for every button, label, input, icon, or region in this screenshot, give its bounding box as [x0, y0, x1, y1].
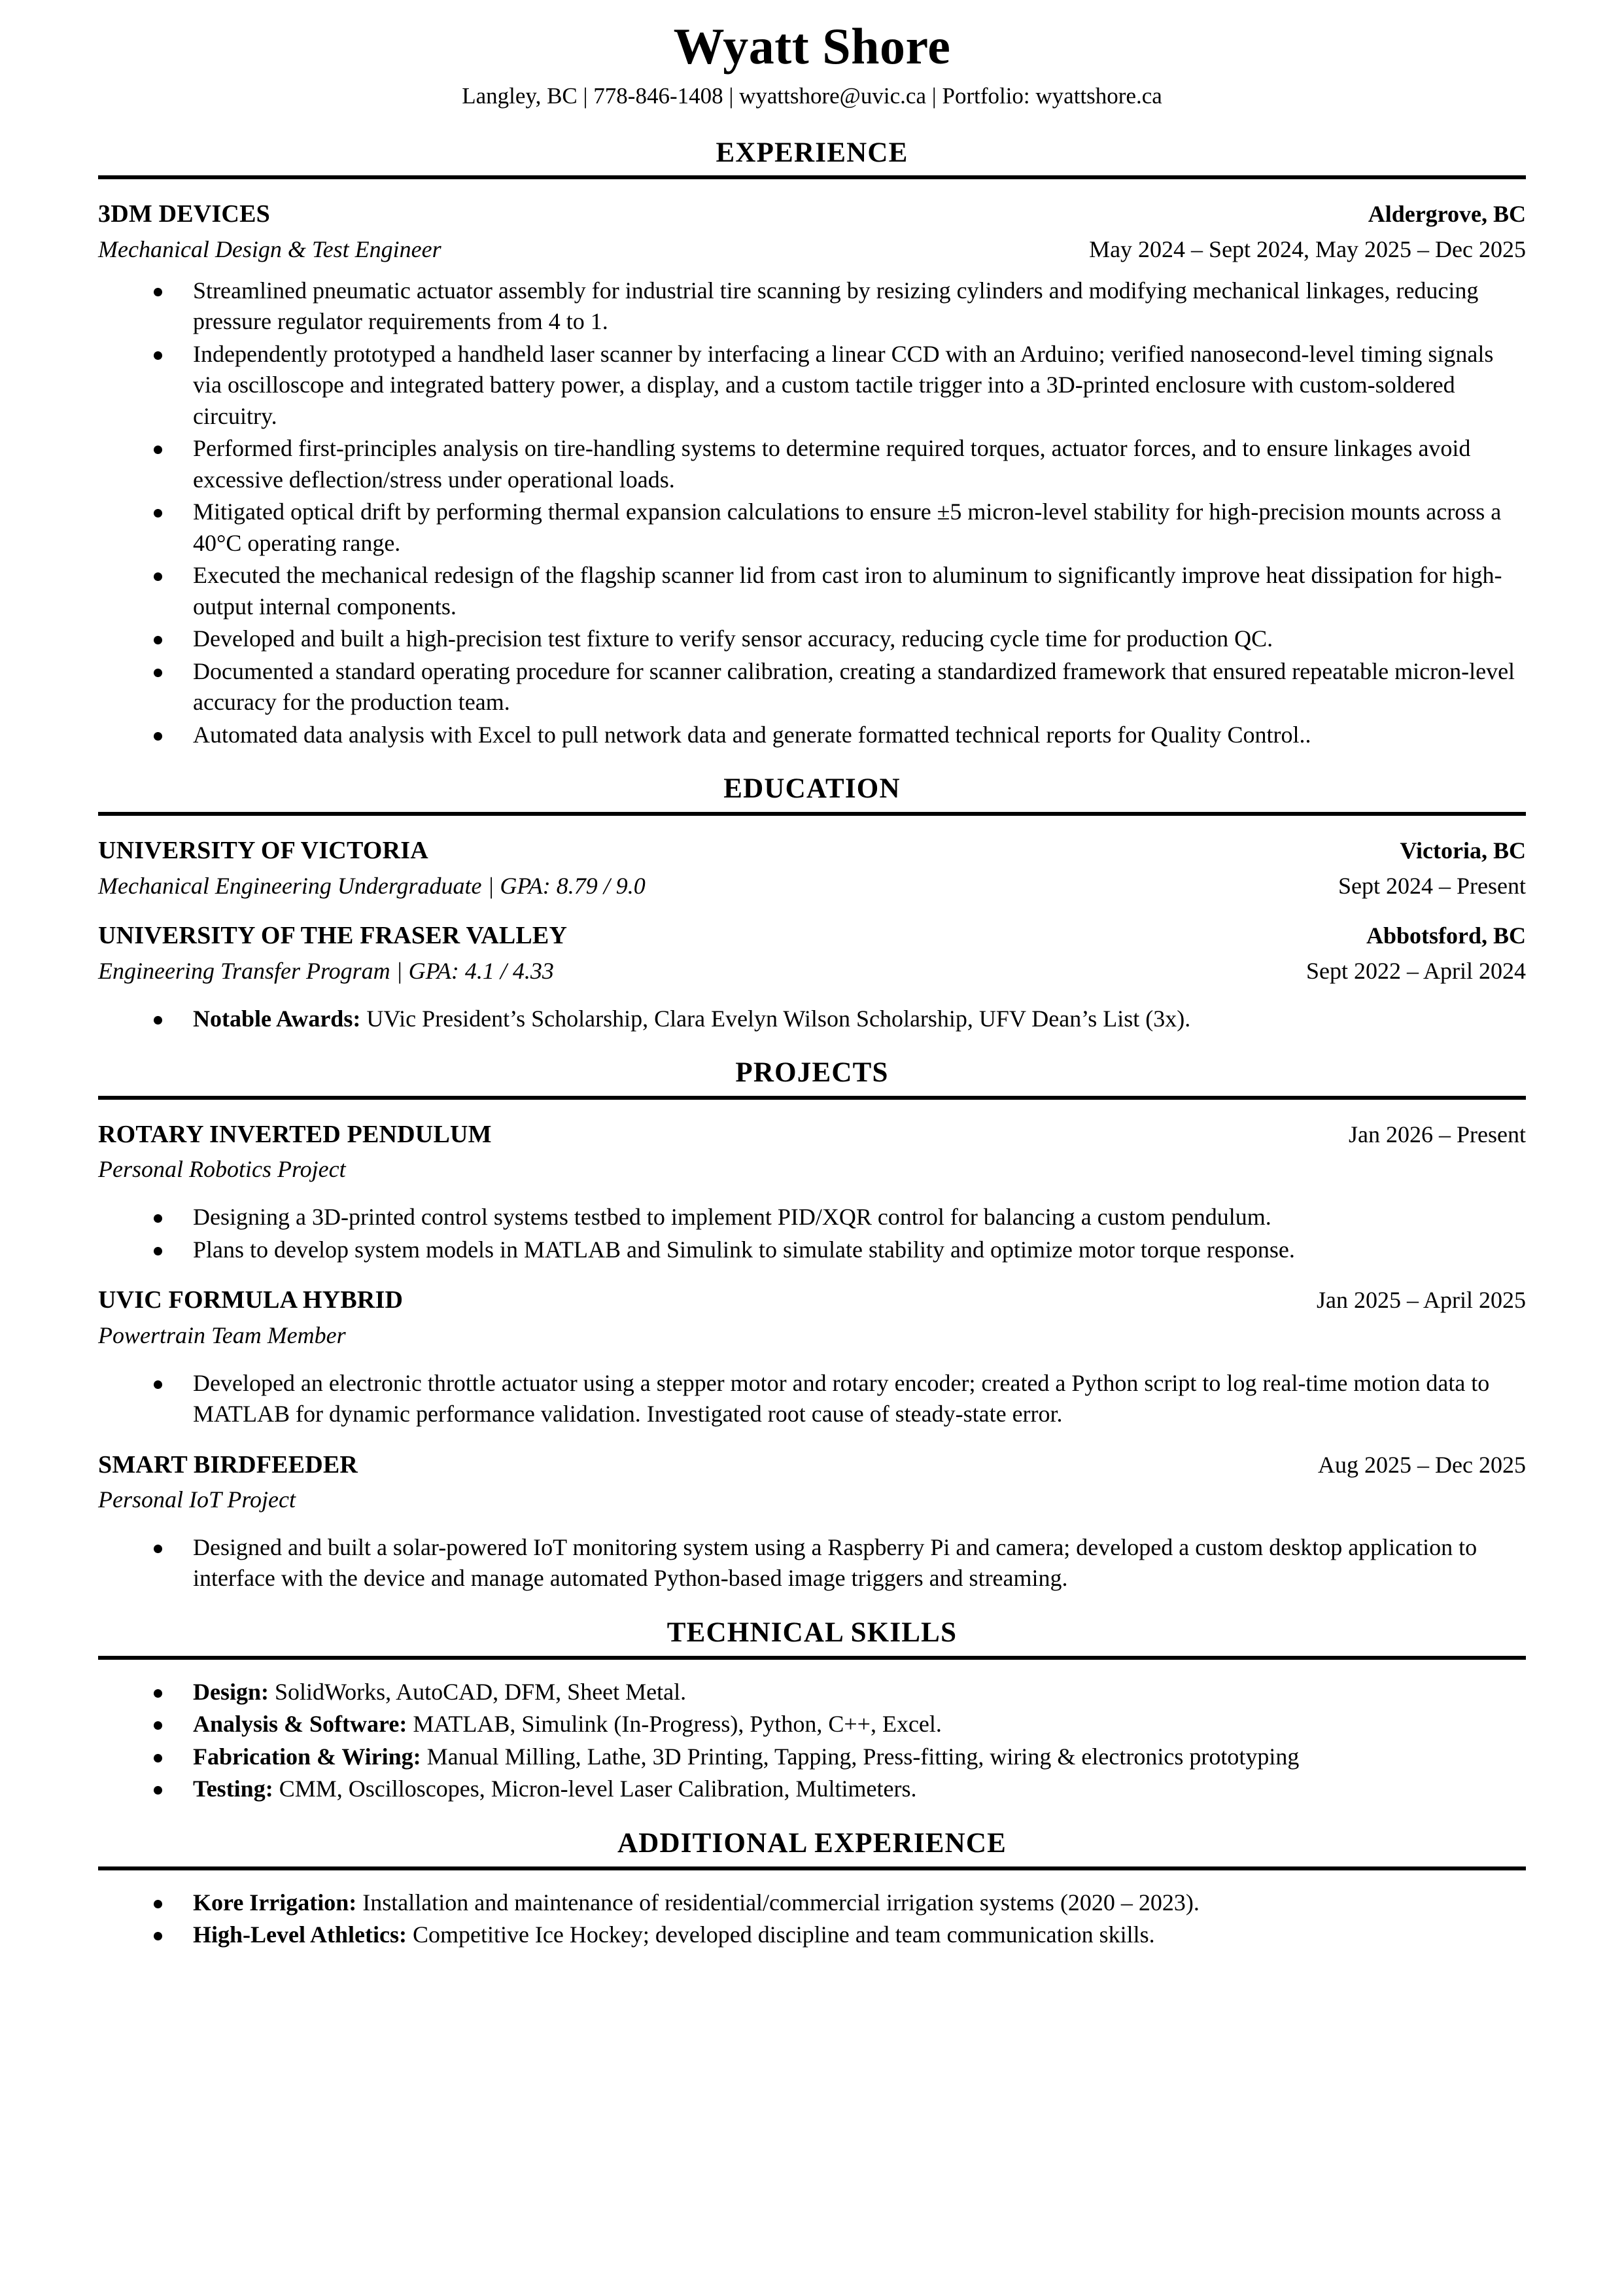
list-item: Developed an electronic throttle actuator using a stepper motor and rotary encoder; created a Python script to log real-time motion data to MATLAB for dynamic performance validation. Investigated root cause of steady-state error. — [98, 1368, 1526, 1430]
employer-location: Aldergrove, BC — [1368, 201, 1526, 228]
project-bullet-list — [98, 1532, 1526, 1594]
list-item: Plans to develop system models in MATLAB and Simulink to simulate stability and optimize motor torque response. — [98, 1235, 1526, 1266]
section-education — [98, 773, 1526, 1034]
list-item: Executed the mechanical redesign of the flagship scanner lid from cast iron to aluminum to significantly improve heat dissipation for high-output internal components. — [98, 560, 1526, 622]
employer-name: 3DM DEVICES — [98, 200, 270, 228]
list-item — [98, 1742, 1526, 1773]
list-item — [98, 1887, 1526, 1919]
entry-header-row — [98, 835, 1526, 867]
entry-subheader-row — [98, 1154, 1526, 1185]
list-item — [98, 1677, 1526, 1708]
experience-bullet-list — [98, 275, 1526, 751]
list-item — [98, 1774, 1526, 1805]
skill-label: Testing: — [193, 1776, 273, 1802]
list-item: Independently prototyped a handheld laser scanner by interfacing a linear CCD with an Arduino; verified nanosecond-level timing signals via oscilloscope and integrated battery power, a display, and a custom tactile trigger into a 3D-printed enclosure with custom-soldered circuitry. — [98, 339, 1526, 432]
contact-line: Langley, BC | 778-846-1408 | wyattshore@uvic.ca | Portfolio: wyattshore.ca — [462, 82, 1162, 109]
project-entry — [98, 1285, 1526, 1429]
skill-label: Analysis & Software: — [193, 1711, 407, 1738]
school-name: UNIVERSITY OF VICTORIA — [98, 837, 428, 865]
project-bullet-list — [98, 1202, 1526, 1265]
project-role: Personal IoT Project — [98, 1486, 296, 1513]
additional-label: High-Level Athletics: — [193, 1921, 407, 1948]
education-dates: Sept 2024 – Present — [1338, 872, 1526, 899]
list-item — [98, 1004, 1526, 1035]
skill-label: Fabrication & Wiring: — [193, 1743, 421, 1770]
entry-subheader-row — [98, 1484, 1526, 1515]
program-name: Engineering Transfer Program | GPA: 4.1 / 4.33 — [98, 957, 554, 984]
skill-text: Manual Milling, Lathe, 3D Printing, Tapping, Press-fitting, wiring & electronics prototyping — [421, 1743, 1300, 1770]
entry-header-row — [98, 920, 1526, 952]
project-entry — [98, 1119, 1526, 1265]
section-divider — [98, 1656, 1526, 1660]
section-divider — [98, 175, 1526, 179]
section-additional-experience — [98, 1827, 1526, 1951]
section-title-experience: EXPERIENCE — [716, 137, 908, 168]
project-dates: Jan 2025 – April 2025 — [1317, 1287, 1526, 1314]
section-divider — [98, 1866, 1526, 1870]
section-divider — [98, 1096, 1526, 1100]
section-projects — [98, 1057, 1526, 1594]
skills-list — [98, 1677, 1526, 1805]
entry-subheader-row — [98, 956, 1526, 987]
list-item — [98, 1919, 1526, 1951]
education-dates: Sept 2022 – April 2024 — [1305, 957, 1526, 984]
section-title-education: EDUCATION — [723, 773, 901, 805]
additional-label: Kore Irrigation: — [193, 1889, 357, 1916]
additional-text: Installation and maintenance of residential/commercial irrigation systems (2020 – 2023). — [356, 1889, 1200, 1916]
list-item: Developed and built a high-precision test fixture to verify sensor accuracy, reducing cycle time for production QC. — [98, 623, 1526, 655]
job-title: Mechanical Design & Test Engineer — [98, 236, 441, 262]
experience-entry — [98, 199, 1526, 750]
additional-text: Competitive Ice Hockey; developed discipline and team communication skills. — [406, 1921, 1155, 1948]
list-item — [98, 1709, 1526, 1740]
project-dates: Aug 2025 – Dec 2025 — [1318, 1451, 1526, 1478]
skill-text: SolidWorks, AutoCAD, DFM, Sheet Metal. — [269, 1678, 687, 1705]
additional-experience-list — [98, 1887, 1526, 1951]
awards-label: Notable Awards: — [193, 1005, 361, 1032]
awards-list — [98, 1004, 1526, 1035]
school-location: Abbotsford, BC — [1366, 922, 1526, 949]
resume-header — [98, 17, 1526, 111]
section-experience — [98, 137, 1526, 751]
section-title-technical-skills: TECHNICAL SKILLS — [666, 1617, 958, 1648]
section-title-projects: PROJECTS — [735, 1057, 889, 1089]
project-name: UVIC FORMULA HYBRID — [98, 1286, 404, 1314]
school-name: UNIVERSITY OF THE FRASER VALLEY — [98, 922, 568, 950]
project-role: Personal Robotics Project — [98, 1156, 346, 1183]
section-technical-skills — [98, 1617, 1526, 1805]
employment-dates: May 2024 – Sept 2024, May 2025 – Dec 2025 — [1089, 236, 1526, 262]
entry-subheader-row — [98, 871, 1526, 902]
entry-subheader-row — [98, 1320, 1526, 1351]
section-divider — [98, 812, 1526, 816]
entry-header-row — [98, 1450, 1526, 1481]
project-dates: Jan 2026 – Present — [1349, 1121, 1526, 1148]
list-item: Automated data analysis with Excel to pull network data and generate formatted technical reports for Quality Control.. — [98, 720, 1526, 751]
entry-header-row — [98, 1119, 1526, 1151]
list-item: Documented a standard operating procedure for scanner calibration, creating a standardized framework that ensured repeatable micron-level accuracy for the production team. — [98, 656, 1526, 718]
section-title-additional-experience: ADDITIONAL EXPERIENCE — [617, 1827, 1007, 1859]
project-name: SMART BIRDFEEDER — [98, 1450, 358, 1479]
skill-label: Design: — [193, 1678, 269, 1705]
project-bullet-list — [98, 1368, 1526, 1430]
project-role: Powertrain Team Member — [98, 1322, 346, 1348]
awards-text: UVic President’s Scholarship, Clara Evelyn Wilson Scholarship, UFV Dean’s List (3x). — [360, 1005, 1191, 1032]
skill-text: MATLAB, Simulink (In-Progress), Python, C++, Excel. — [407, 1711, 942, 1738]
candidate-name: Wyatt Shore — [673, 18, 951, 75]
school-location: Victoria, BC — [1400, 837, 1526, 864]
education-entry — [98, 920, 1526, 986]
list-item: Mitigated optical drift by performing thermal expansion calculations to ensure ±5 micron-level stability for high-precision mounts across a 40°C operating range. — [98, 497, 1526, 559]
entry-subheader-row — [98, 234, 1526, 265]
list-item: Designing a 3D-printed control systems testbed to implement PID/XQR control for balancing a custom pendulum. — [98, 1202, 1526, 1233]
project-name: ROTARY INVERTED PENDULUM — [98, 1120, 492, 1148]
entry-header-row — [98, 199, 1526, 230]
list-item: Designed and built a solar-powered IoT monitoring system using a Raspberry Pi and camera; developed a custom desktop application to interface with the device and manage automated Python-based image triggers and streaming. — [98, 1532, 1526, 1594]
project-entry — [98, 1450, 1526, 1594]
list-item: Performed first-principles analysis on tire-handling systems to determine required torques, actuator forces, and to ensure linkages avoid excessive deflection/stress under operational loads. — [98, 433, 1526, 495]
program-name: Mechanical Engineering Undergraduate | GPA: 8.79 / 9.0 — [98, 872, 646, 899]
list-item: Streamlined pneumatic actuator assembly for industrial tire scanning by resizing cylinders and modifying mechanical linkages, reducing pressure regulator requirements from 4 to 1. — [98, 275, 1526, 338]
education-entry — [98, 835, 1526, 901]
entry-header-row — [98, 1285, 1526, 1316]
skill-text: CMM, Oscilloscopes, Micron-level Laser Calibration, Multimeters. — [273, 1776, 917, 1802]
